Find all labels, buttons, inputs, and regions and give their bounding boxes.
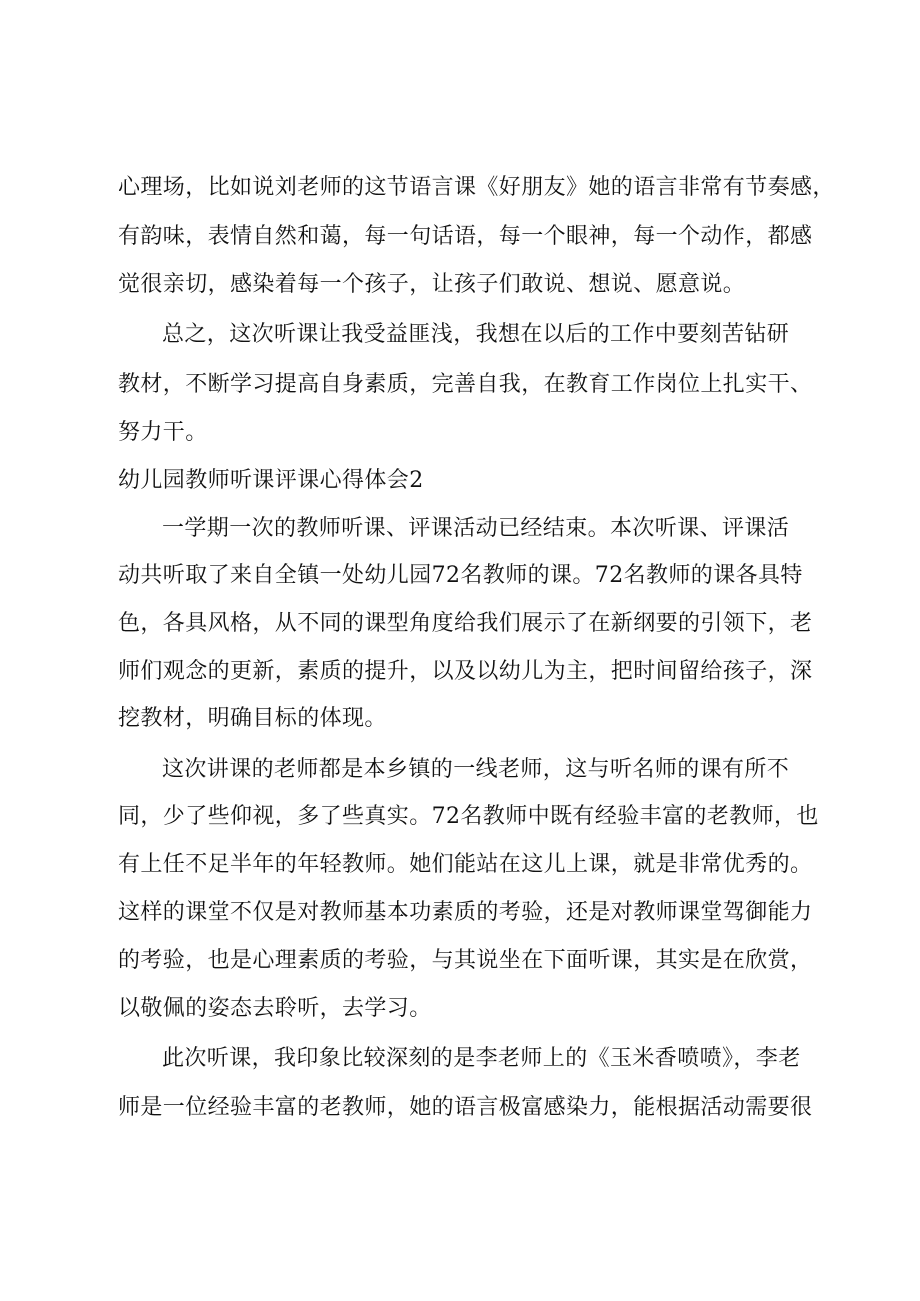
section-heading: 幼儿园教师听课评课心得体会2 xyxy=(118,468,424,493)
text-line: 教材，不断学习提高自身素质，完善自我，在教育工作岗位上扎实干、 xyxy=(118,372,813,397)
text-line: 以敬佩的姿态去聆听，去学习。 xyxy=(118,996,432,1021)
text-line: 师们观念的更新，素质的提升，以及以幼儿为主，把时间留给孩子，深 xyxy=(118,659,813,684)
text-line: 这次讲课的老师都是本乡镇的一线老师，这与听名师的课有所不 xyxy=(162,757,790,782)
text-line: 一学期一次的教师听课、评课活动已经结束。本次听课、评课活 xyxy=(162,516,790,541)
text-line: 师是一位经验丰富的老教师，她的语言极富感染力，能根据活动需要很 xyxy=(118,1095,813,1120)
text-line: 觉很亲切，感染着每一个孩子，让孩子们敢说、想说、愿意说。 xyxy=(118,272,746,297)
text-line: 这样的课堂不仅是对教师基本功素质的考验，还是对教师课堂驾御能力 xyxy=(118,900,813,925)
text-line: 心理场，比如说刘老师的这节语言课《好朋友》她的语言非常有节奏感， xyxy=(118,175,835,200)
text-line: 此次听课，我印象比较深刻的是李老师上的《玉米香喷喷》，李老 xyxy=(162,1046,801,1071)
text-line: 同，少了些仰视，多了些真实。72名教师中既有经验丰富的老教师，也 xyxy=(118,804,819,829)
text-line: 的考验，也是心理素质的考验，与其说坐在下面听课，其实是在欣赏， xyxy=(118,948,813,973)
text-line: 色，各具风格，从不同的课型角度给我们展示了在新纲要的引领下，老 xyxy=(118,611,813,636)
text-line: 挖教材，明确目标的体现。 xyxy=(118,706,387,731)
text-line: 动共听取了来自全镇一处幼儿园72名教师的课。72名教师的课各具特 xyxy=(118,563,803,588)
text-line: 有上任不足半年的年轻教师。她们能站在这儿上课，就是非常优秀的。 xyxy=(118,852,813,877)
text-line: 总之，这次听课让我受益匪浅，我想在以后的工作中要刻苦钻研 xyxy=(162,322,790,347)
text-line: 有韵味，表情自然和蔼，每一句话语，每一个眼神，每一个动作，都感 xyxy=(118,224,813,249)
text-line: 努力干。 xyxy=(118,420,208,445)
